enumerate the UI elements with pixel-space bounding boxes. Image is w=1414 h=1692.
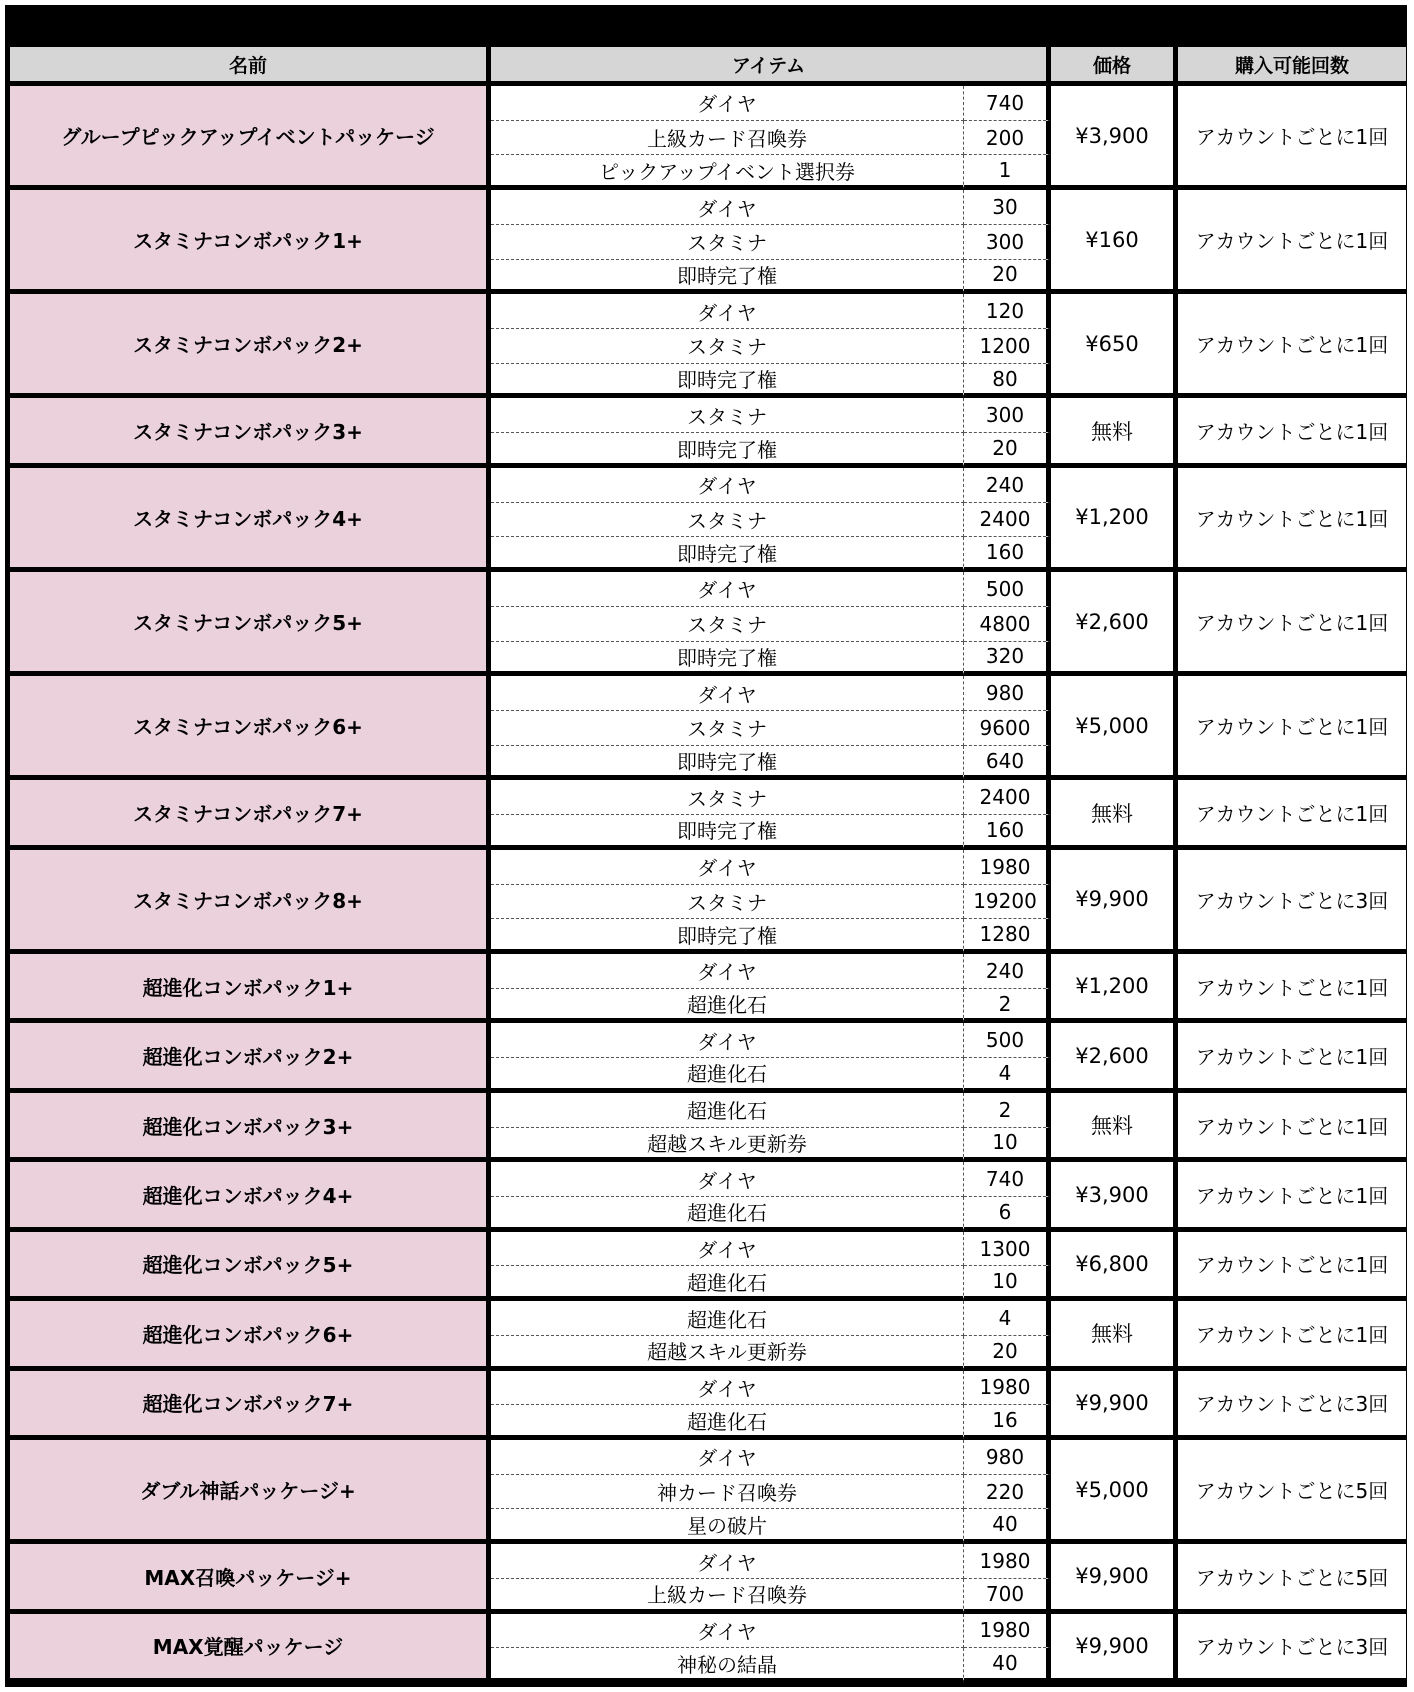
item-quantity: 700 [964, 1579, 1051, 1614]
header-name: 名前 [10, 47, 491, 86]
item-label: 超進化石 [491, 989, 964, 1024]
purchase-limit: アカウントごとに1回 [1178, 780, 1406, 849]
item-quantity: 240 [964, 954, 1051, 989]
item-label: 即時完了権 [491, 537, 964, 572]
item-label: ダイヤ [491, 1614, 964, 1649]
item-label: 即時完了権 [491, 260, 964, 295]
item-label: ダイヤ [491, 468, 964, 503]
header-item: アイテム [491, 47, 1051, 86]
purchase-limit: アカウントごとに1回 [1178, 190, 1406, 294]
item-quantity: 1280 [964, 919, 1051, 954]
table-row [10, 1371, 1406, 1406]
item-label: 超進化石 [491, 1058, 964, 1093]
item-label: ダイヤ [491, 572, 964, 607]
item-label: 星の破片 [491, 1509, 964, 1544]
item-quantity: 1980 [964, 1544, 1051, 1579]
item-quantity: 9600 [964, 711, 1051, 746]
item-label: ピックアップイベント選択券 [491, 155, 964, 190]
purchase-limit: アカウントごとに1回 [1178, 572, 1406, 676]
item-label: 超進化石 [491, 1093, 964, 1128]
header-row [10, 47, 1406, 86]
package-name: MAX覚醒パッケージ [10, 1614, 491, 1683]
item-quantity: 120 [964, 294, 1051, 329]
package-name: スタミナコンボパック2+ [10, 294, 491, 398]
item-quantity: 500 [964, 1023, 1051, 1058]
table-row [10, 954, 1406, 989]
package-price: ¥160 [1051, 190, 1178, 294]
package-name: 超進化コンボパック6+ [10, 1301, 491, 1370]
item-label: ダイヤ [491, 1162, 964, 1197]
item-quantity: 20 [964, 1336, 1051, 1371]
package-price: ¥3,900 [1051, 86, 1178, 190]
package-price: 無料 [1051, 398, 1178, 467]
purchase-limit: アカウントごとに1回 [1178, 1162, 1406, 1231]
item-quantity: 1300 [964, 1232, 1051, 1267]
table-row [10, 850, 1406, 885]
table-row [10, 1162, 1406, 1197]
item-label: 即時完了権 [491, 815, 964, 850]
item-quantity: 320 [964, 642, 1051, 677]
item-quantity: 300 [964, 398, 1051, 433]
item-label: 即時完了権 [491, 919, 964, 954]
item-quantity: 980 [964, 676, 1051, 711]
purchase-limit: アカウントごとに1回 [1178, 676, 1406, 780]
item-quantity: 4 [964, 1058, 1051, 1093]
item-quantity: 2 [964, 1093, 1051, 1128]
purchase-limit: アカウントごとに1回 [1178, 1232, 1406, 1301]
item-quantity: 10 [964, 1128, 1051, 1163]
item-label: 即時完了権 [491, 642, 964, 677]
header-limit: 購入可能回数 [1178, 47, 1406, 86]
item-quantity: 4800 [964, 607, 1051, 642]
item-label: ダイヤ [491, 954, 964, 989]
package-name: MAX召喚パッケージ+ [10, 1544, 491, 1613]
item-quantity: 16 [964, 1405, 1051, 1440]
item-quantity: 740 [964, 86, 1051, 121]
item-label: スタミナ [491, 225, 964, 260]
purchase-limit: アカウントごとに3回 [1178, 850, 1406, 954]
package-name: 超進化コンボパック7+ [10, 1371, 491, 1440]
item-label: ダイヤ [491, 1371, 964, 1406]
package-name: スタミナコンボパック5+ [10, 572, 491, 676]
purchase-limit: アカウントごとに1回 [1178, 1301, 1406, 1370]
table-row [10, 294, 1406, 329]
package-price: 無料 [1051, 1093, 1178, 1162]
table-row [10, 190, 1406, 225]
item-quantity: 6 [964, 1197, 1051, 1232]
item-label: スタミナ [491, 607, 964, 642]
item-label: スタミナ [491, 885, 964, 920]
package-price: ¥1,200 [1051, 954, 1178, 1023]
package-name: グループピックアップイベントパッケージ [10, 86, 491, 190]
package-name: スタミナコンボパック4+ [10, 468, 491, 572]
item-quantity: 1980 [964, 850, 1051, 885]
item-label: ダイヤ [491, 294, 964, 329]
item-label: 神秘の結晶 [491, 1648, 964, 1683]
package-price: ¥5,000 [1051, 676, 1178, 780]
table-row [10, 1544, 1406, 1579]
item-quantity: 300 [964, 225, 1051, 260]
price-table-frame [5, 5, 1407, 1687]
table-row [10, 1093, 1406, 1128]
item-label: 超越スキル更新券 [491, 1128, 964, 1163]
package-price: ¥6,800 [1051, 1232, 1178, 1301]
item-quantity: 4 [964, 1301, 1051, 1336]
item-quantity: 20 [964, 433, 1051, 468]
package-name: 超進化コンボパック3+ [10, 1093, 491, 1162]
purchase-limit: アカウントごとに3回 [1178, 1614, 1406, 1683]
item-label: 超進化石 [491, 1266, 964, 1301]
package-price: ¥2,600 [1051, 572, 1178, 676]
item-label: スタミナ [491, 780, 964, 815]
purchase-limit: アカウントごとに5回 [1178, 1544, 1406, 1613]
item-quantity: 500 [964, 572, 1051, 607]
item-label: 超進化石 [491, 1301, 964, 1336]
package-price: ¥1,200 [1051, 468, 1178, 572]
item-label: ダイヤ [491, 1440, 964, 1475]
package-price: 無料 [1051, 780, 1178, 849]
purchase-limit: アカウントごとに1回 [1178, 86, 1406, 190]
item-quantity: 2 [964, 989, 1051, 1024]
item-label: スタミナ [491, 711, 964, 746]
package-price: ¥2,600 [1051, 1023, 1178, 1092]
table-row [10, 1301, 1406, 1336]
item-label: スタミナ [491, 503, 964, 538]
item-label: 即時完了権 [491, 746, 964, 781]
item-quantity: 80 [964, 364, 1051, 399]
item-label: 超進化石 [491, 1405, 964, 1440]
item-label: ダイヤ [491, 190, 964, 225]
purchase-limit: アカウントごとに1回 [1178, 954, 1406, 1023]
purchase-limit: アカウントごとに1回 [1178, 294, 1406, 398]
purchase-limit: アカウントごとに5回 [1178, 1440, 1406, 1544]
table-row [10, 572, 1406, 607]
item-label: ダイヤ [491, 676, 964, 711]
item-quantity: 740 [964, 1162, 1051, 1197]
package-name: スタミナコンボパック7+ [10, 780, 491, 849]
table-row [10, 468, 1406, 503]
item-quantity: 1 [964, 155, 1051, 190]
table-body [10, 86, 1406, 1683]
purchase-limit: アカウントごとに1回 [1178, 398, 1406, 467]
package-price: ¥9,900 [1051, 1614, 1178, 1683]
item-quantity: 19200 [964, 885, 1051, 920]
table-row [10, 1232, 1406, 1267]
item-label: 神カード召喚券 [491, 1475, 964, 1510]
item-quantity: 40 [964, 1509, 1051, 1544]
item-label: 即時完了権 [491, 364, 964, 399]
item-label: ダイヤ [491, 1023, 964, 1058]
package-price: ¥9,900 [1051, 1544, 1178, 1613]
package-name: スタミナコンボパック3+ [10, 398, 491, 467]
item-label: 即時完了権 [491, 433, 964, 468]
package-name: スタミナコンボパック8+ [10, 850, 491, 954]
table-row [10, 398, 1406, 433]
item-quantity: 1200 [964, 329, 1051, 364]
item-label: スタミナ [491, 329, 964, 364]
package-price: ¥9,900 [1051, 1371, 1178, 1440]
item-label: ダイヤ [491, 1232, 964, 1267]
item-quantity: 240 [964, 468, 1051, 503]
header-price: 価格 [1051, 47, 1178, 86]
package-name: 超進化コンボパック4+ [10, 1162, 491, 1231]
item-quantity: 640 [964, 746, 1051, 781]
package-price: ¥650 [1051, 294, 1178, 398]
purchase-limit: アカウントごとに3回 [1178, 1371, 1406, 1440]
table-row [10, 1440, 1406, 1475]
package-name: 超進化コンボパック5+ [10, 1232, 491, 1301]
table-row [10, 86, 1406, 121]
table-row [10, 1023, 1406, 1058]
item-quantity: 2400 [964, 503, 1051, 538]
item-label: ダイヤ [491, 1544, 964, 1579]
item-quantity: 1980 [964, 1614, 1051, 1649]
purchase-limit: アカウントごとに1回 [1178, 468, 1406, 572]
item-label: 上級カード召喚券 [491, 1579, 964, 1614]
table-row [10, 1614, 1406, 1649]
package-name: ダブル神話パッケージ+ [10, 1440, 491, 1544]
item-quantity: 200 [964, 121, 1051, 156]
package-name: 超進化コンボパック1+ [10, 954, 491, 1023]
item-quantity: 30 [964, 190, 1051, 225]
item-label: スタミナ [491, 398, 964, 433]
item-label: ダイヤ [491, 850, 964, 885]
item-quantity: 160 [964, 815, 1051, 850]
item-label: 上級カード召喚券 [491, 121, 964, 156]
package-price: ¥9,900 [1051, 850, 1178, 954]
package-name: スタミナコンボパック1+ [10, 190, 491, 294]
package-price: 無料 [1051, 1301, 1178, 1370]
table-row [10, 676, 1406, 711]
item-quantity: 40 [964, 1648, 1051, 1683]
package-name: 超進化コンボパック2+ [10, 1023, 491, 1092]
item-quantity: 160 [964, 537, 1051, 572]
item-label: 超越スキル更新券 [491, 1336, 964, 1371]
package-price: ¥3,900 [1051, 1162, 1178, 1231]
purchase-limit: アカウントごとに1回 [1178, 1093, 1406, 1162]
item-label: ダイヤ [491, 86, 964, 121]
item-quantity: 2400 [964, 780, 1051, 815]
item-quantity: 980 [964, 1440, 1051, 1475]
table-row [10, 780, 1406, 815]
item-quantity: 10 [964, 1266, 1051, 1301]
package-name: スタミナコンボパック6+ [10, 676, 491, 780]
package-price: ¥5,000 [1051, 1440, 1178, 1544]
package-price-table [10, 47, 1406, 1683]
item-quantity: 20 [964, 260, 1051, 295]
purchase-limit: アカウントごとに1回 [1178, 1023, 1406, 1092]
item-quantity: 1980 [964, 1371, 1051, 1406]
item-quantity: 220 [964, 1475, 1051, 1510]
item-label: 超進化石 [491, 1197, 964, 1232]
